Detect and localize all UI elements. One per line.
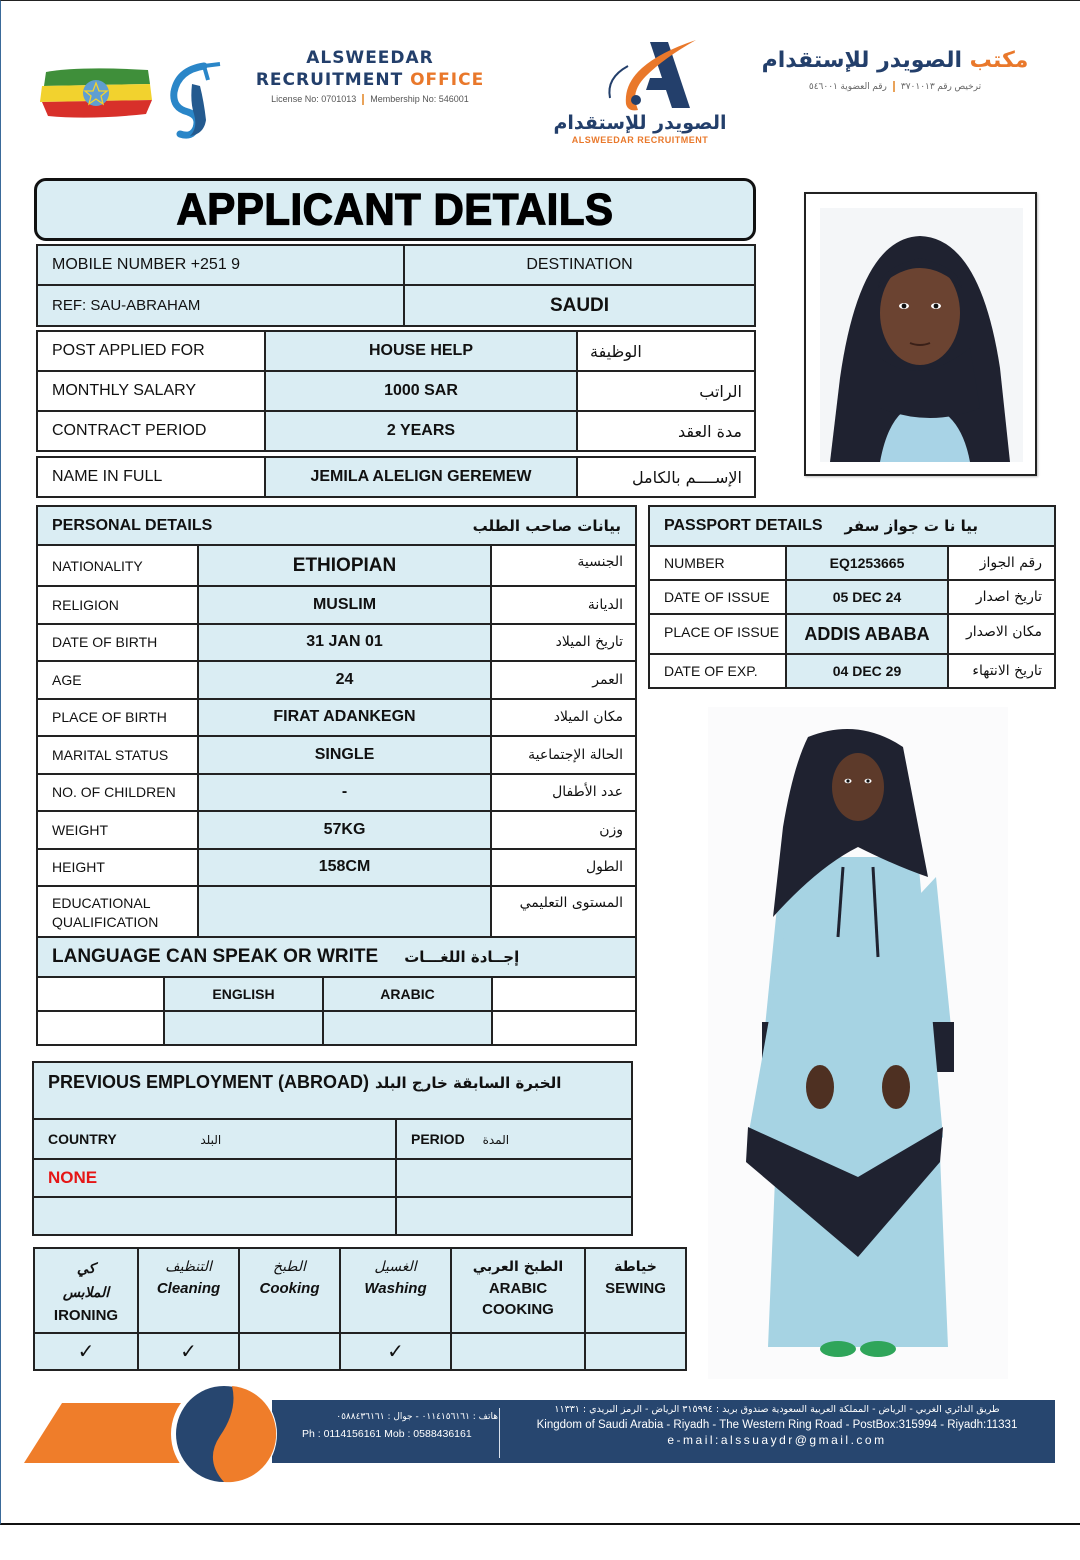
row-label: NATIONALITY <box>37 545 198 586</box>
name-label: NAME IN FULL <box>37 457 265 497</box>
skill-label-arabic: خياطة <box>614 1259 657 1275</box>
arabic-membership: رقم العضوية ٥٤٦٠٠١ <box>808 81 887 91</box>
job-table <box>36 330 756 452</box>
footer-address-block <box>508 1404 1046 1447</box>
membership-number: Membership No: 546001 <box>370 94 469 104</box>
row-label: DATE OF BIRTH <box>37 624 198 662</box>
row-label <box>37 886 198 939</box>
section-title-arabic: الخبرة السابقة خارج البلد <box>375 1073 562 1092</box>
passport-details-table <box>648 505 1056 689</box>
issue-date: 05 DEC 24 <box>786 580 948 614</box>
period-label-arabic: المدة <box>482 1133 510 1147</box>
table-row <box>37 661 636 699</box>
footer-divider <box>499 1408 500 1458</box>
row-label-arabic: تاريخ الانتهاء <box>948 654 1055 688</box>
country-label-arabic: البلد <box>200 1133 222 1147</box>
section-title: PREVIOUS EMPLOYMENT (ABROAD) <box>48 1072 370 1092</box>
row-label: CONTRACT PERIOD <box>37 411 265 451</box>
table-row <box>649 654 1055 688</box>
expiry-date: 04 DEC 29 <box>786 654 948 688</box>
address-arabic: طريق الدائري الغربي - الرياض - المملكة العربية السعودية صندوق بريد : ٣١٥٩٩٤ الرياض - الرمز البريدي : ١١٣٣١ <box>554 1404 1000 1415</box>
mobile-number: MOBILE NUMBER +251 9 <box>37 245 404 285</box>
skill-label: Cleaning <box>156 1280 221 1297</box>
label-line: EDUCATIONAL <box>52 894 151 911</box>
row-label-arabic: رقم الجواز <box>948 546 1055 580</box>
row-label: NUMBER <box>649 546 786 580</box>
divider <box>362 94 364 105</box>
row-label: DATE OF ISSUE <box>649 580 786 614</box>
row-label-arabic: العمر <box>491 661 636 699</box>
destination-value: SAUDI <box>404 285 755 326</box>
personal-details-table <box>36 505 637 940</box>
row-label: WEIGHT <box>37 811 198 849</box>
name-label-arabic: الإســــم بالكامل <box>577 457 755 497</box>
previous-employment-table <box>32 1061 633 1236</box>
arabic-license: ترخيص رقم ٣٧٠١٠١٣ <box>900 81 982 91</box>
brand-license-line <box>250 94 490 105</box>
skill-label: IRONING <box>53 1307 119 1324</box>
row-label-arabic: الحالة الإجتماعية <box>491 736 636 774</box>
destination-label: DESTINATION <box>404 245 755 285</box>
section-title-arabic: بيانات صاحب الطلب <box>472 516 621 535</box>
skill-label-arabic: التنظيف <box>165 1259 212 1275</box>
row-value <box>198 886 491 939</box>
row-value: 24 <box>198 661 491 699</box>
passport-number: EQ1253665 <box>786 546 948 580</box>
table-row <box>37 331 755 371</box>
section-title-arabic: إجــادة اللغـــات <box>404 948 520 966</box>
employment-period <box>396 1197 632 1235</box>
table-row <box>37 849 636 887</box>
skill-label-arabic: الغسيل <box>374 1259 417 1275</box>
row-value: - <box>198 774 491 812</box>
footer-circle-logo-icon <box>170 1380 278 1488</box>
row-label-arabic: الجنسية <box>491 545 636 586</box>
period-header <box>396 1119 632 1159</box>
skill-arabic-cooking-check <box>451 1333 585 1370</box>
footer-orange-wedge <box>24 1403 184 1463</box>
employment-period <box>396 1159 632 1197</box>
country-header <box>33 1119 396 1159</box>
row-label-arabic: الوظيفة <box>577 331 755 371</box>
footer-phone-block <box>302 1412 498 1440</box>
row-label: RELIGION <box>37 586 198 624</box>
personal-details-header <box>37 506 636 545</box>
period-label: PERIOD <box>411 1131 465 1147</box>
table-row <box>649 580 1055 614</box>
row-label-arabic: الطول <box>491 849 636 887</box>
ethiopia-flag-icon <box>40 66 152 120</box>
skill-label-arabic: الطبخ <box>273 1259 306 1275</box>
brand-arabic-prefix: مكتب <box>969 48 1029 73</box>
english-level <box>164 1011 323 1045</box>
language-arabic-header: ARABIC <box>323 977 492 1011</box>
skill-label: COOKING <box>482 1301 554 1318</box>
brand-arabic-license-line <box>760 81 1030 92</box>
alsweedar-logo <box>545 38 735 156</box>
brand-office: OFFICE <box>410 70 485 90</box>
address-english: Kingdom of Saudi Arabia - Riyadh - The Western Ring Road - PostBox:315994 - Riyadh:11331 <box>536 1419 1018 1431</box>
row-label-arabic: الراتب <box>577 371 755 411</box>
table-row <box>37 545 636 586</box>
row-label-arabic: عدد الأطفال <box>491 774 636 812</box>
a-letter-logo-icon <box>580 38 700 116</box>
table-row <box>649 546 1055 580</box>
row-value: MUSLIM <box>198 586 491 624</box>
row-label: POST APPLIED FOR <box>37 331 265 371</box>
row-label: MARITAL STATUS <box>37 736 198 774</box>
brand-arabic <box>760 48 1030 92</box>
languages-table <box>36 936 637 1046</box>
s-logo-icon <box>160 62 222 140</box>
row-value: 31 JAN 01 <box>198 624 491 662</box>
language-header-cell <box>37 977 164 1011</box>
skill-arabic-cooking-header <box>451 1248 585 1333</box>
title-banner <box>34 178 756 241</box>
row-label: NO. OF CHILDREN <box>37 774 198 812</box>
logo-arabic-name: الصويدر للإستقدام <box>553 112 727 134</box>
passport-details-header <box>649 506 1055 546</box>
language-value-cell <box>492 1011 636 1045</box>
place-of-issue: ADDIS ABABA <box>786 614 948 654</box>
skill-label: ARABIC <box>488 1280 548 1297</box>
skill-cleaning-check: ✓ <box>138 1333 239 1370</box>
row-label-arabic: وزن <box>491 811 636 849</box>
skill-label: SEWING <box>605 1280 666 1297</box>
section-title-arabic: بيا نا ت جواز سفر <box>844 517 979 535</box>
row-value: HOUSE HELP <box>265 331 577 371</box>
reference: REF: SAU-ABRAHAM <box>37 285 404 326</box>
table-row <box>37 699 636 737</box>
brand-name-line2 <box>250 70 490 90</box>
brand-english <box>250 48 490 105</box>
employment-country <box>33 1197 396 1235</box>
footer-contact-band <box>272 1400 1055 1463</box>
contact-destination-table <box>36 244 756 327</box>
language-value-cell <box>37 1011 164 1045</box>
skill-washing-check: ✓ <box>340 1333 451 1370</box>
row-value: 57KG <box>198 811 491 849</box>
row-label: MONTHLY SALARY <box>37 371 265 411</box>
brand-arabic-name: الصويدر للإستقدام <box>761 48 962 73</box>
logo-english-name: ALSWEEDAR RECRUITMENT <box>571 135 709 145</box>
table-row <box>37 774 636 812</box>
row-label: AGE <box>37 661 198 699</box>
table-row <box>33 1159 632 1197</box>
row-label-arabic: تاريخ اصدار <box>948 580 1055 614</box>
skill-ironing-header <box>34 1248 138 1333</box>
skill-washing-header <box>340 1248 451 1333</box>
row-label-arabic: الديانة <box>491 586 636 624</box>
skill-sewing-check <box>585 1333 686 1370</box>
table-row <box>37 457 755 497</box>
section-title: PERSONAL DETAILS <box>52 516 213 534</box>
portrait-image <box>820 208 1023 462</box>
skill-ironing-check: ✓ <box>34 1333 138 1370</box>
row-label-arabic: مكان الاصدار <box>948 614 1055 654</box>
row-value: FIRAT ADANKEGN <box>198 699 491 737</box>
license-number: License No: 0701013 <box>271 94 357 104</box>
row-label-arabic: مكان الميلاد <box>491 699 636 737</box>
row-label-arabic: تاريخ الميلاد <box>491 624 636 662</box>
section-title: PASSPORT DETAILS <box>664 517 823 534</box>
row-label-arabic: المستوى التعليمي <box>491 886 636 939</box>
skill-label: Cooking <box>259 1280 320 1297</box>
country-label: COUNTRY <box>48 1131 117 1147</box>
row-value: 158CM <box>198 849 491 887</box>
table-row <box>37 624 636 662</box>
brand-arabic-title <box>760 48 1030 73</box>
skill-label: Washing <box>364 1280 427 1297</box>
skill-cooking-check <box>239 1333 340 1370</box>
divider <box>893 81 895 92</box>
phone-english: Ph : 0114156161 Mob : 0588436161 <box>302 1428 472 1440</box>
language-header-cell <box>492 977 636 1011</box>
full-name-value: JEMILA ALELIGN GEREMEW <box>265 457 577 497</box>
table-row <box>37 411 755 451</box>
arabic-level <box>323 1011 492 1045</box>
skill-label-arabic: كي الملابس <box>62 1261 110 1301</box>
table-row <box>37 811 636 849</box>
row-label-arabic: مدة العقد <box>577 411 755 451</box>
page-title: APPLICANT DETAILS <box>176 184 614 234</box>
row-label: PLACE OF BIRTH <box>37 699 198 737</box>
employment-country: NONE <box>33 1159 396 1197</box>
full-body-photo <box>708 707 1008 1379</box>
brand-name-line1: ALSWEEDAR <box>306 48 434 68</box>
row-label: DATE OF EXP. <box>649 654 786 688</box>
row-label: HEIGHT <box>37 849 198 887</box>
row-value: 1000 SAR <box>265 371 577 411</box>
skill-cooking-header <box>239 1248 340 1333</box>
languages-header <box>37 937 636 977</box>
table-row <box>649 614 1055 654</box>
full-name-table <box>36 456 756 498</box>
row-value: 2 YEARS <box>265 411 577 451</box>
skill-cleaning-header <box>138 1248 239 1333</box>
brand-recruitment: RECRUITMENT <box>255 70 404 90</box>
table-row <box>37 586 636 624</box>
row-value: SINGLE <box>198 736 491 774</box>
row-label: PLACE OF ISSUE <box>649 614 786 654</box>
language-english-header: ENGLISH <box>164 977 323 1011</box>
table-row <box>37 371 755 411</box>
previous-employment-header <box>33 1062 632 1119</box>
row-value: ETHIOPIAN <box>198 545 491 586</box>
label-line: QUALIFICATION <box>52 913 159 930</box>
portrait-photo <box>804 192 1037 476</box>
section-title: LANGUAGE CAN SPEAK OR WRITE <box>52 946 379 967</box>
skills-table <box>33 1247 687 1371</box>
phone-arabic: هاتف : ٠١١٤١٥٦١٦١ - جوال : ٠٥٨٨٤٣٦١٦١ <box>336 1412 498 1422</box>
table-row <box>33 1197 632 1235</box>
full-body-image <box>708 707 1008 1379</box>
skill-sewing-header <box>585 1248 686 1333</box>
table-row <box>37 736 636 774</box>
email-address: e-mail:alssuaydr@gmail.com <box>667 1433 887 1447</box>
table-row <box>37 886 636 939</box>
skill-label-arabic: الطبخ العربي <box>472 1259 564 1275</box>
